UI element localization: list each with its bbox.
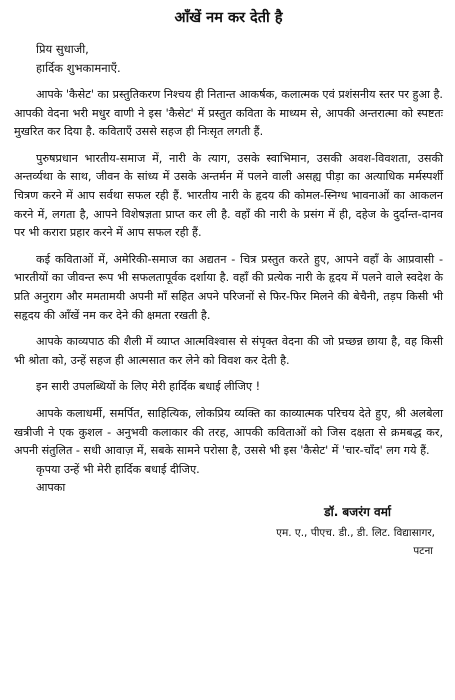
greeting-line: हार्दिक शुभकामनाएँ. xyxy=(36,61,121,75)
closing-line: आपका xyxy=(36,481,66,495)
salutation-line: प्रिय सुधाजी, xyxy=(36,42,89,56)
signature-name: डॉ. बजरंग वर्मा xyxy=(324,504,391,519)
paragraph-cassette-praise: आपके 'कैसेट' का प्रस्तुतिकरण निश्चय ही नितान्त आकर्षक, कलात्मक एवं प्रशंसनीय स्तर पर हुआ है. आपकी वेदना भरी मधुर वाणी ने इस 'कैसेट' में प्रस्तुत कविता के माध्यम से, आपकी अन्तरात्मा को स्पष्टतः मुखरित कर दिया है. कविताएँ उससे सहज ही निःसृत लगती हैं. xyxy=(14,88,443,139)
paragraph-women-portrayal: पुरुषप्रधान भारतीय-समाज में, नारी के त्याग, उसके स्वाभिमान, उसकी अवश-विवशता, उसकी अन्तर्व्यथा के साथ, जीवन के सांध्य में उसके अन्तर्मन में पलने वाली असह्य पीड़ा का अत्याधिक मर्मस्पर्शी चित्रण करने में आप सर्वथा सफल रही हैं. भारतीय नारी के हृदय की कोमल-स्निग्ध भावनाओं का आकलन करने में, लगता है, आपने विशेषज्ञता प्राप्त कर ली है. वहाँ की नारी के प्रसंग में ही, दहेज के दुर्दान्त-दानव पर भी करारा प्रहार करने में आप सफल रही हैं. xyxy=(14,151,443,240)
signature-degrees: एम. ए., पीएच. डी., डी. लिट. विद्यासागर, xyxy=(276,526,435,539)
paragraph-presenter: आपके कलाधर्मी, समर्पित, साहित्यिक, लोकप्रिय व्यक्ति का काव्यात्मक परिचय देते हुए, श्री अलबेला खत्रीजी ने एक कुशल - अनुभवी कलाकार की तरह, आपकी कविताओं को जिस दक्षता से क्रमबद्ध कर, अपनी संतुलित - सधी आवाज़ में, सबके सामने परोसा है, उससे भी इस 'कैसेट' में 'चार-चाँद' लग गये हैं. xyxy=(14,406,443,458)
paragraph-american-society: कई कविताओं में, अमेरिकी-समाज का अद्यतन - चित्र प्रस्तुत करते हुए, आपने वहाँ के आप्रवासी - भारतीयों का जीवन्त रूप भी सफलतापूर्वक दर्शाया है. वहाँ की प्रत्येक नारी के हृदय में पलने वाले स्वदेश के प्रति अनुराग और ममतामयी अपनी माँ सहित अपने परिजनों से फिर-फिर मिलने की बेचैनी, तड़प किसी भी सहृदय की आँखें नम कर देने की क्षमता रखती है. xyxy=(14,252,443,322)
signature-city: पटना xyxy=(413,544,433,557)
paragraph-recitation-style: आपके काव्यपाठ की शैली में व्याप्त आत्मविश्वास से संपृक्त वेदना की जो प्रच्छन्न छाया है, वह किसी भी श्रोता को, उन्हें सहज ही आत्मसात कर लेने को विवश कर देती है. xyxy=(14,335,443,367)
paragraph-request: कृपया उन्हें भी मेरी हार्दिक बधाई दीजिए. xyxy=(36,462,200,476)
paragraph-congratulations: इन सारी उपलब्धियों के लिए मेरी हार्दिक बधाई लीजिए ! xyxy=(36,380,261,394)
letter-title: आँखें नम कर देती है xyxy=(174,10,283,26)
